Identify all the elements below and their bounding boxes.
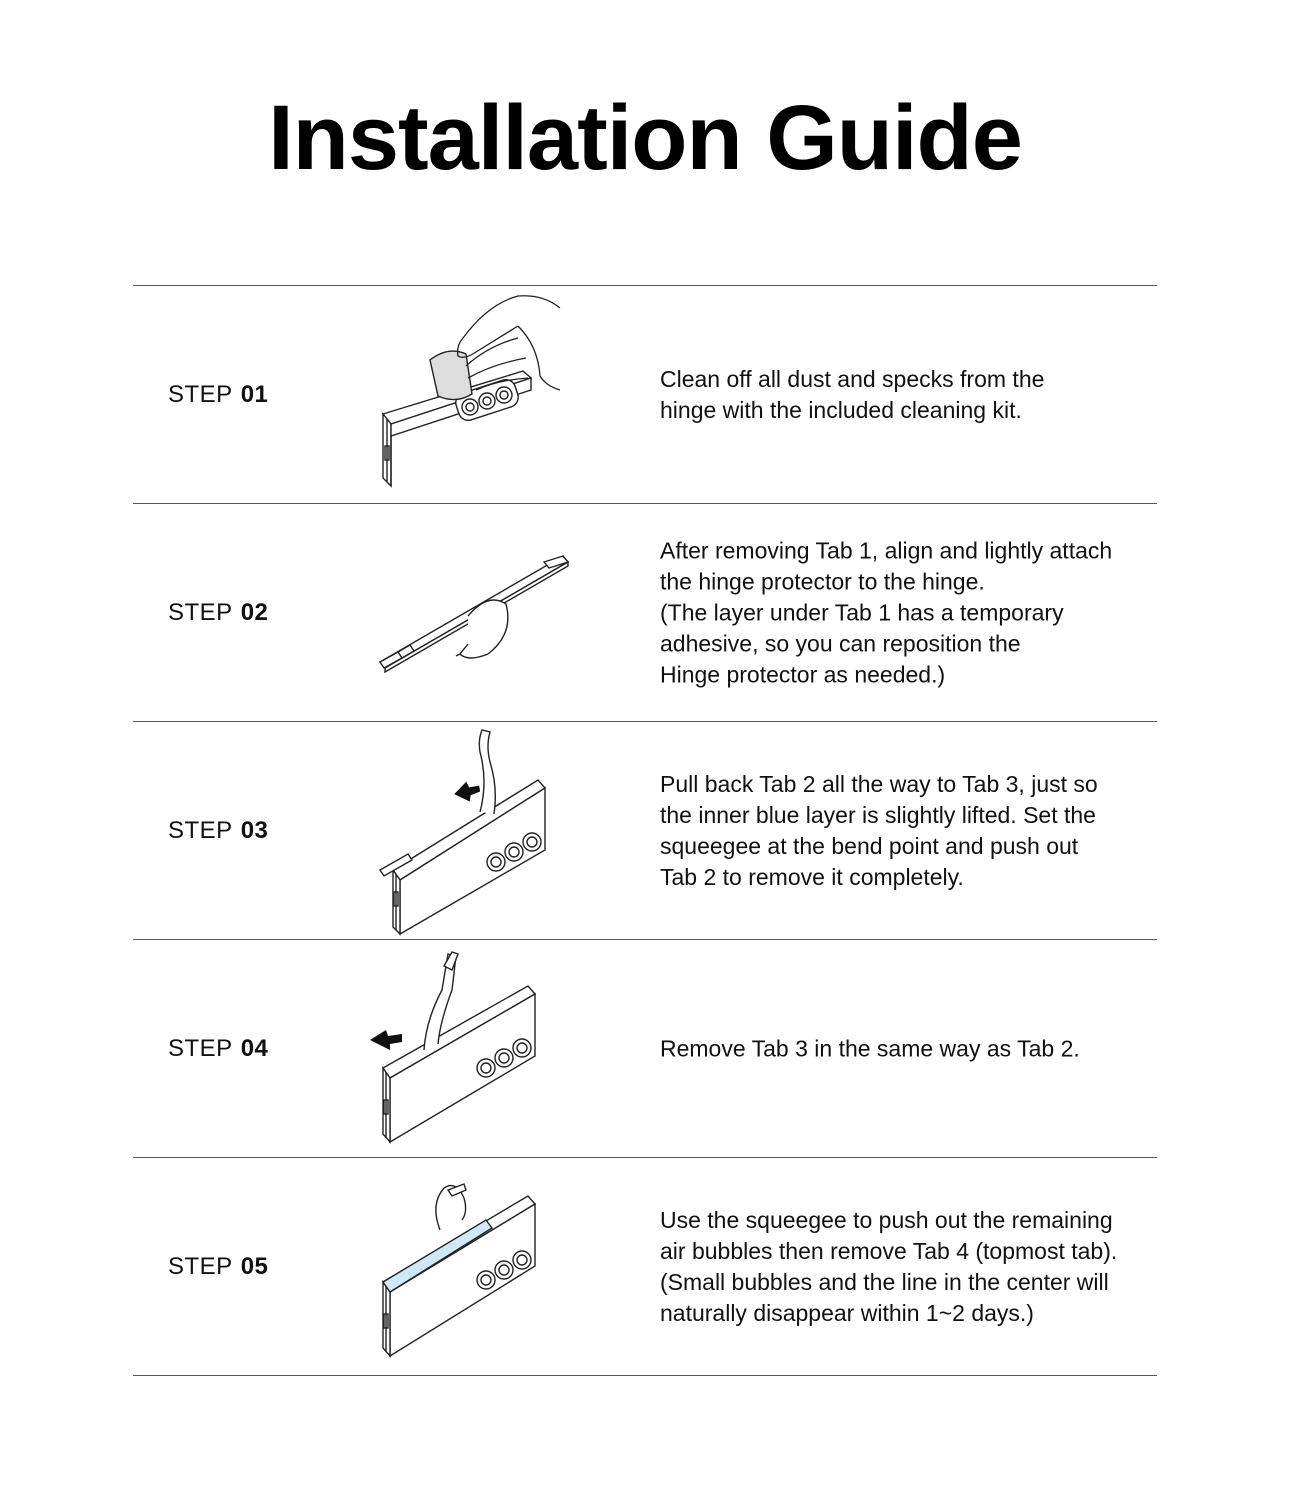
description-line: hinge with the included cleaning kit.	[660, 396, 1022, 423]
step-number: 05	[240, 1252, 269, 1280]
remove-tab-4-icon	[368, 1158, 578, 1376]
description-line: Pull back Tab 2 all the way to Tab 3, just so	[660, 770, 1098, 797]
step-row-01	[133, 285, 1157, 503]
step-description	[660, 769, 1160, 893]
step-number: 03	[240, 816, 269, 844]
pull-tab-2-icon	[368, 722, 578, 940]
step-row-05	[133, 1157, 1157, 1376]
step-word: STEP	[168, 816, 233, 844]
description-line: air bubbles then remove Tab 4 (topmost tab).	[660, 1237, 1118, 1264]
description-line: adhesive, so you can reposition the	[660, 630, 1021, 656]
step-description	[660, 1033, 1160, 1064]
description-line: After removing Tab 1, align and lightly attach	[660, 537, 1113, 563]
description-line: naturally disappear within 1~2 days.)	[660, 1299, 1034, 1326]
step-word: STEP	[168, 1034, 233, 1062]
phone-cleaning-icon	[368, 286, 578, 504]
page-title: Installation Guide	[268, 87, 1022, 189]
step-row-04	[133, 939, 1157, 1157]
step-number: 02	[240, 598, 269, 626]
step-description	[660, 364, 1160, 426]
step-label	[168, 1253, 268, 1281]
description-line: squeegee at the bend point and push out	[660, 832, 1079, 859]
description-line: Hinge protector as needed.)	[660, 661, 946, 687]
step-description	[660, 535, 1160, 690]
description-line: the hinge protector to the hinge.	[660, 568, 985, 594]
step-word: STEP	[168, 598, 233, 626]
step-label	[168, 599, 268, 627]
step-number: 01	[240, 380, 269, 408]
description-line: Tab 2 to remove it completely.	[660, 863, 964, 890]
description-line: Use the squeegee to push out the remaining	[660, 1206, 1113, 1233]
remove-tab-3-icon	[368, 940, 578, 1158]
step-word: STEP	[168, 380, 233, 408]
steps-list	[133, 285, 1157, 1376]
step-row-02	[133, 503, 1157, 721]
hinge-protector-icon	[368, 504, 578, 722]
step-label	[168, 1035, 268, 1063]
step-number: 04	[240, 1034, 269, 1062]
description-line: (The layer under Tab 1 has a temporary	[660, 599, 1064, 625]
description-line: the inner blue layer is slightly lifted. Set the	[660, 801, 1096, 828]
description-line: Clean off all dust and specks from the	[660, 365, 1045, 392]
description-line: Remove Tab 3 in the same way as Tab 2.	[660, 1035, 1080, 1061]
step-description	[660, 1205, 1160, 1329]
step-label	[168, 381, 268, 409]
step-word: STEP	[168, 1252, 233, 1280]
step-label	[168, 817, 268, 845]
description-line: (Small bubbles and the line in the center will	[660, 1268, 1109, 1295]
step-row-03	[133, 721, 1157, 939]
